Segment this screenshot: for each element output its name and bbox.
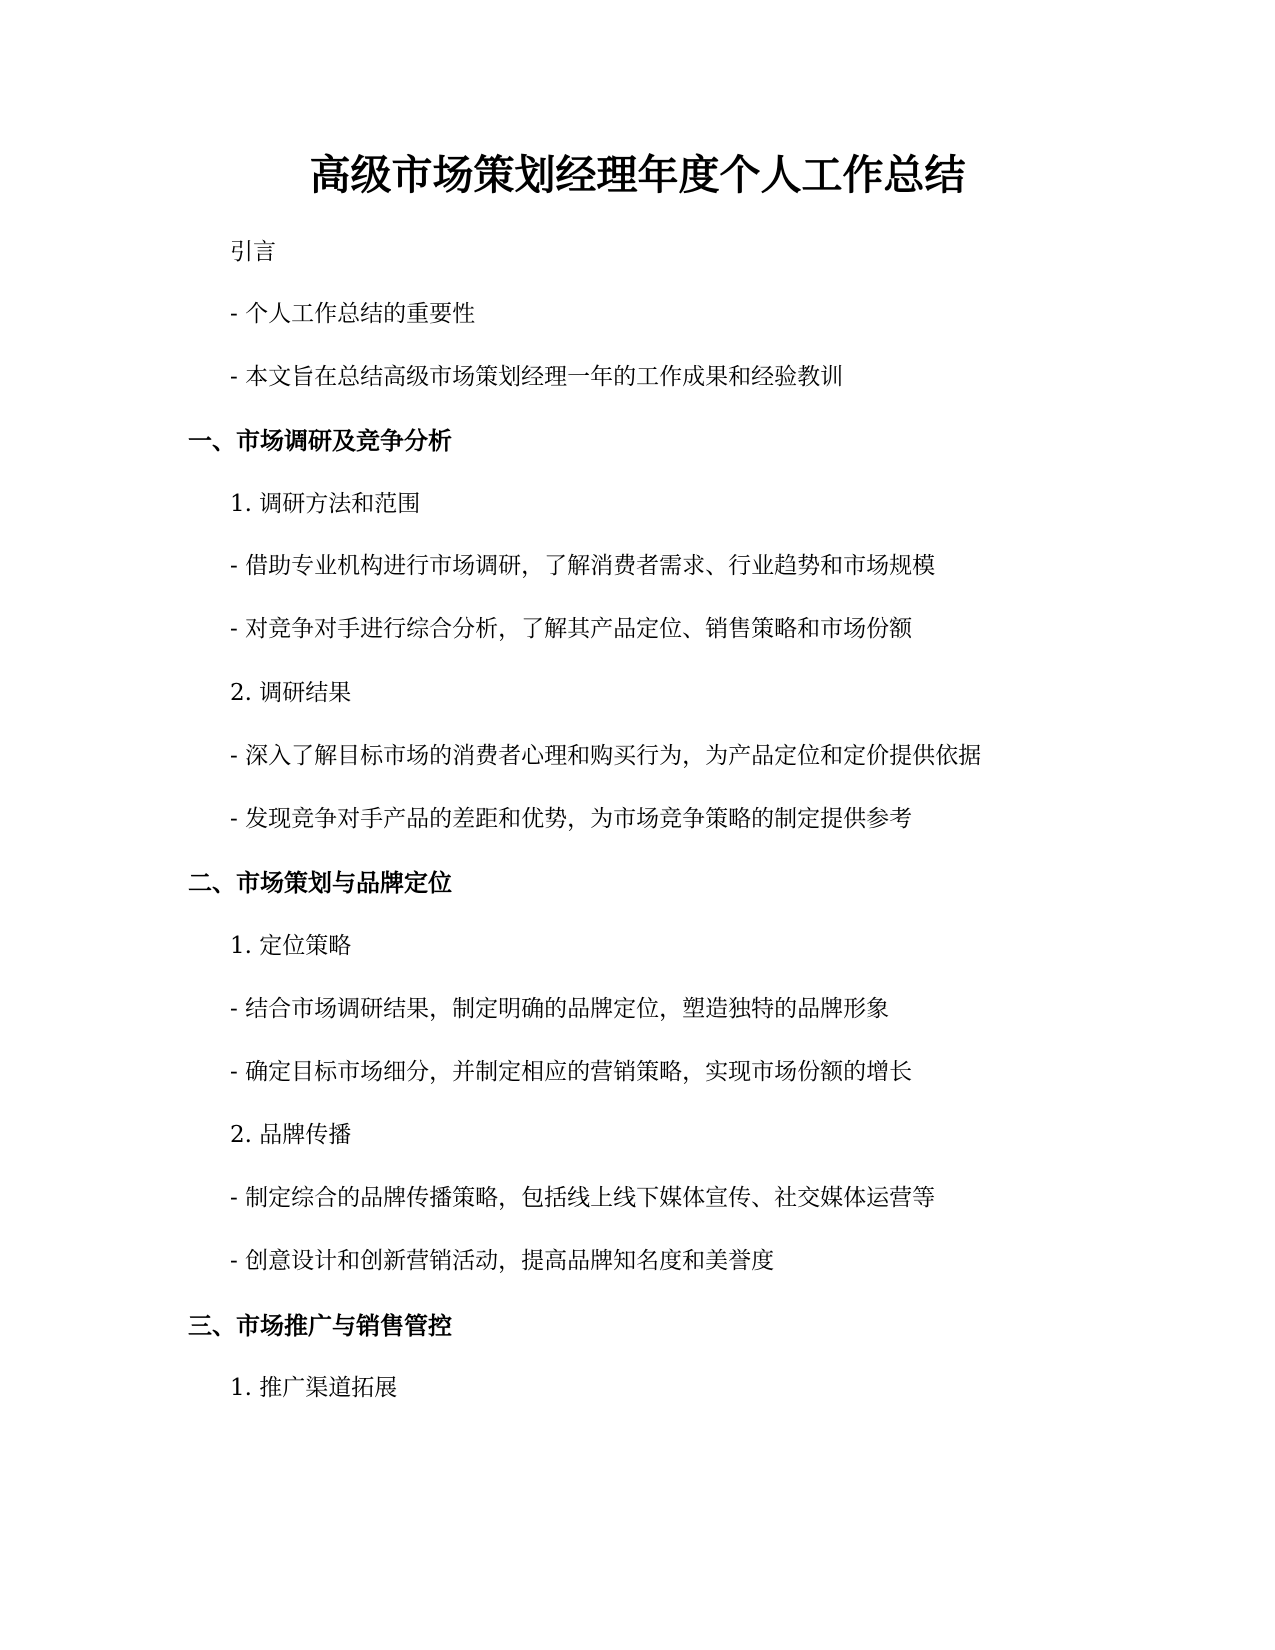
bullet-point: - 确定目标市场细分，并制定相应的营销策略，实现市场份额的增长: [230, 1059, 913, 1085]
subsection-title: 1. 推广渠道拓展: [230, 1375, 398, 1401]
section-heading: 一、市场调研及竞争分析: [188, 427, 452, 455]
section-heading: 三、市场推广与销售管控: [188, 1312, 452, 1340]
subsection-title: 1. 定位策略: [230, 933, 352, 959]
bullet-point: - 结合市场调研结果，制定明确的品牌定位，塑造独特的品牌形象: [230, 996, 890, 1022]
bullet-point: - 创意设计和创新营销活动，提高品牌知名度和美誉度: [230, 1248, 775, 1274]
intro-point: - 本文旨在总结高级市场策划经理一年的工作成果和经验教训: [230, 364, 844, 390]
subsection-title: 1. 调研方法和范围: [230, 491, 421, 517]
intro-label: 引言: [230, 239, 276, 265]
bullet-point: - 制定综合的品牌传播策略，包括线上线下媒体宣传、社交媒体运营等: [230, 1185, 936, 1211]
section-heading: 二、市场策划与品牌定位: [188, 869, 452, 897]
bullet-point: - 发现竞争对手产品的差距和优势，为市场竞争策略的制定提供参考: [230, 806, 913, 832]
bullet-point: - 深入了解目标市场的消费者心理和购买行为，为产品定位和定价提供依据: [230, 743, 982, 769]
document-title: 高级市场策划经理年度个人工作总结: [309, 151, 966, 199]
intro-point: - 个人工作总结的重要性: [230, 301, 476, 327]
subsection-title: 2. 调研结果: [230, 680, 352, 706]
bullet-point: - 借助专业机构进行市场调研，了解消费者需求、行业趋势和市场规模: [230, 553, 936, 579]
bullet-point: - 对竞争对手进行综合分析，了解其产品定位、销售策略和市场份额: [230, 616, 913, 642]
subsection-title: 2. 品牌传播: [230, 1122, 352, 1148]
